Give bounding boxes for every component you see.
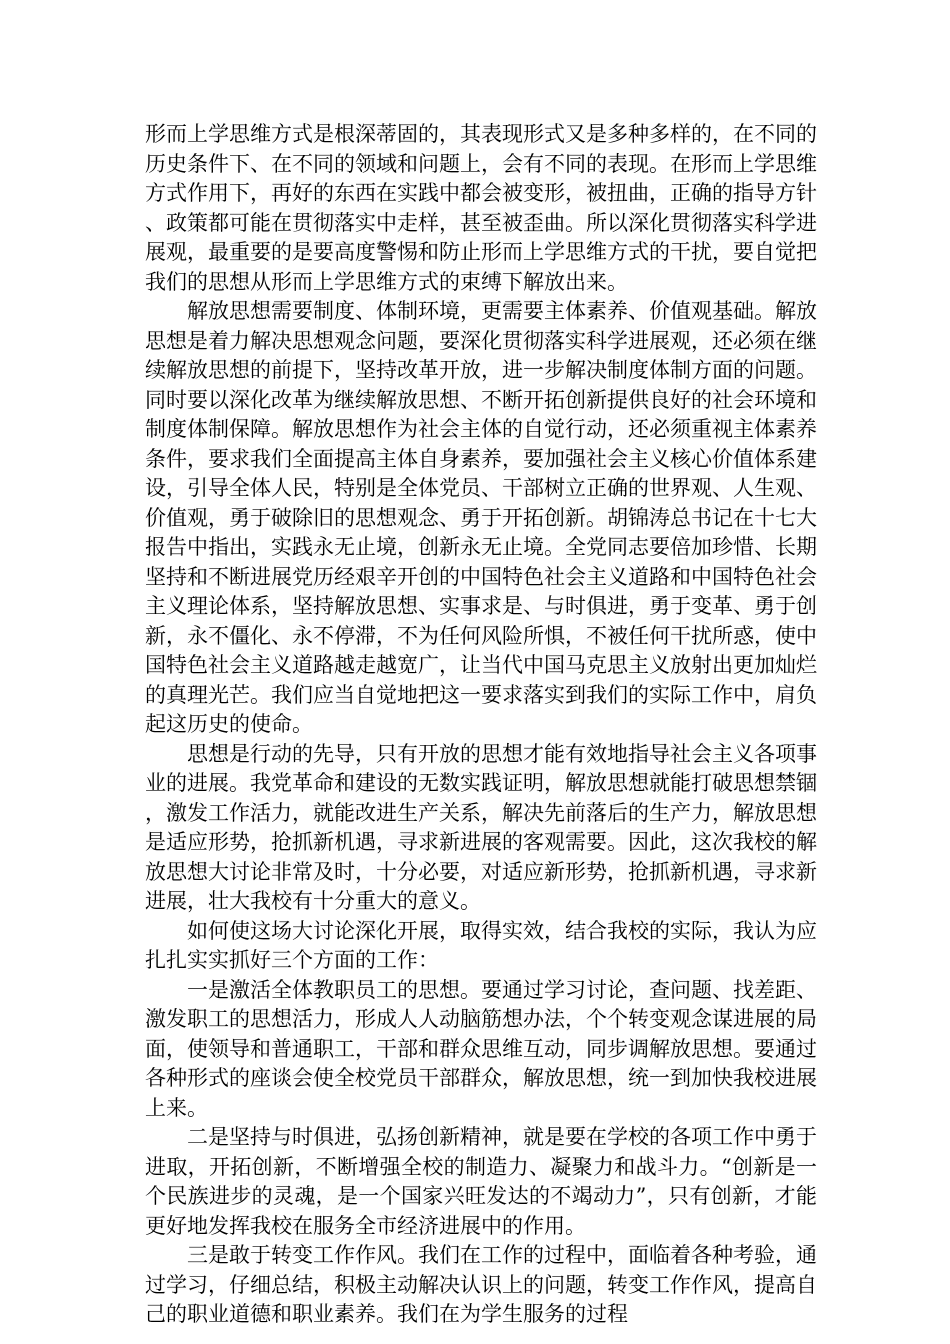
paragraph-7: 三是敢于转变工作作风。我们在工作的过程中，面临着各种考验，通过学习，仔细总结，积极主动解决认识上的问题，转变工作作风，提高自己的职业道德和职业素养。我们在为学生服务的过程	[145, 1243, 817, 1326]
paragraph-1: 形而上学思维方式是根深蒂固的，其表现形式又是多种多样的，在不同的历史条件下、在不同的领域和问题上，会有不同的表现。在形而上学思维方式作用下，再好的东西在实践中都会被变形，被扭曲，正确的指导方针、政策都可能在贯彻落实中走样，甚至被歪曲。所以深化贯彻落实科学进展观，最重要的是要高度警惕和防止形而上学思维方式的干扰，要自觉把我们的思想从形而上学思维方式的束缚下解放出来。	[145, 122, 817, 294]
document-page	[145, 120, 817, 1330]
paragraph-5: 一是激活全体教职员工的思想。要通过学习讨论，查问题、找差距、激发职工的思想活力，形成人人动脑筋想办法，个个转变观念谋进展的局面，使领导和普通职工，干部和群众思维互动，同步调解放思想。要通过各种形式的座谈会使全校党员干部群众，解放思想，统一到加快我校进展上来。	[145, 977, 817, 1120]
paragraph-3: 思想是行动的先导，只有开放的思想才能有效地指导社会主义各项事业的进展。我党革命和建设的无数实践证明，解放思想就能打破思想禁锢，激发工作活力，就能改进生产关系，解决先前落后的生产力，解放思想是适应形势，抢抓新机遇，寻求新进展的客观需要。因此，这次我校的解放思想大讨论非常及时，十分必要，对适应新形势，抢抓新机遇，寻求新进展，壮大我校有十分重大的意义。	[145, 741, 817, 913]
paragraph-2: 解放思想需要制度、体制环境，更需要主体素养、价值观基础。解放思想是着力解决思想观念问题，要深化贯彻落实科学进展观，还必须在继续解放思想的前提下，坚持改革开放，进一步解决制度体制方面的问题。同时要以深化改革为继续解放思想、不断开拓创新提供良好的社会环境和制度体制保障。解放思想作为社会主体的自觉行动，还必须重视主体素养条件，要求我们全面提高主体自身素养，要加强社会主义核心价值体系建设，引导全体人民，特别是全体党员、干部树立正确的世界观、人生观、价值观，勇于破除旧的思想观念、勇于开拓创新。胡锦涛总书记在十七大报告中指出，实践永无止境，创新永无止境。全党同志要倍加珍惜、长期坚持和不断进展党历经艰辛开创的中国特色社会主义道路和中国特色社会主义理论体系，坚持解放思想、实事求是、与时俱进，勇于变革、勇于创新，永不僵化、永不停滞，不为任何风险所惧，不被任何干扰所惑，使中国特色社会主义道路越走越宽广，让当代中国马克思主义放射出更加灿烂的真理光芒。我们应当自觉地把这一要求落实到我们的实际工作中，肩负起这历史的使命。	[145, 299, 817, 736]
paragraph-4: 如何使这场大讨论深化开展，取得实效，结合我校的实际，我认为应扎扎实实抓好三个方面的工作：	[145, 918, 817, 972]
paragraph-6: 二是坚持与时俱进，弘扬创新精神，就是要在学校的各项工作中勇于进取，开拓创新，不断增强全校的制造力、凝聚力和战斗力。“创新是一个民族进步的灵魂，是一个国家兴旺发达的不竭动力”，只有创新，才能更好地发挥我校在服务全市经济进展中的作用。	[145, 1125, 817, 1238]
